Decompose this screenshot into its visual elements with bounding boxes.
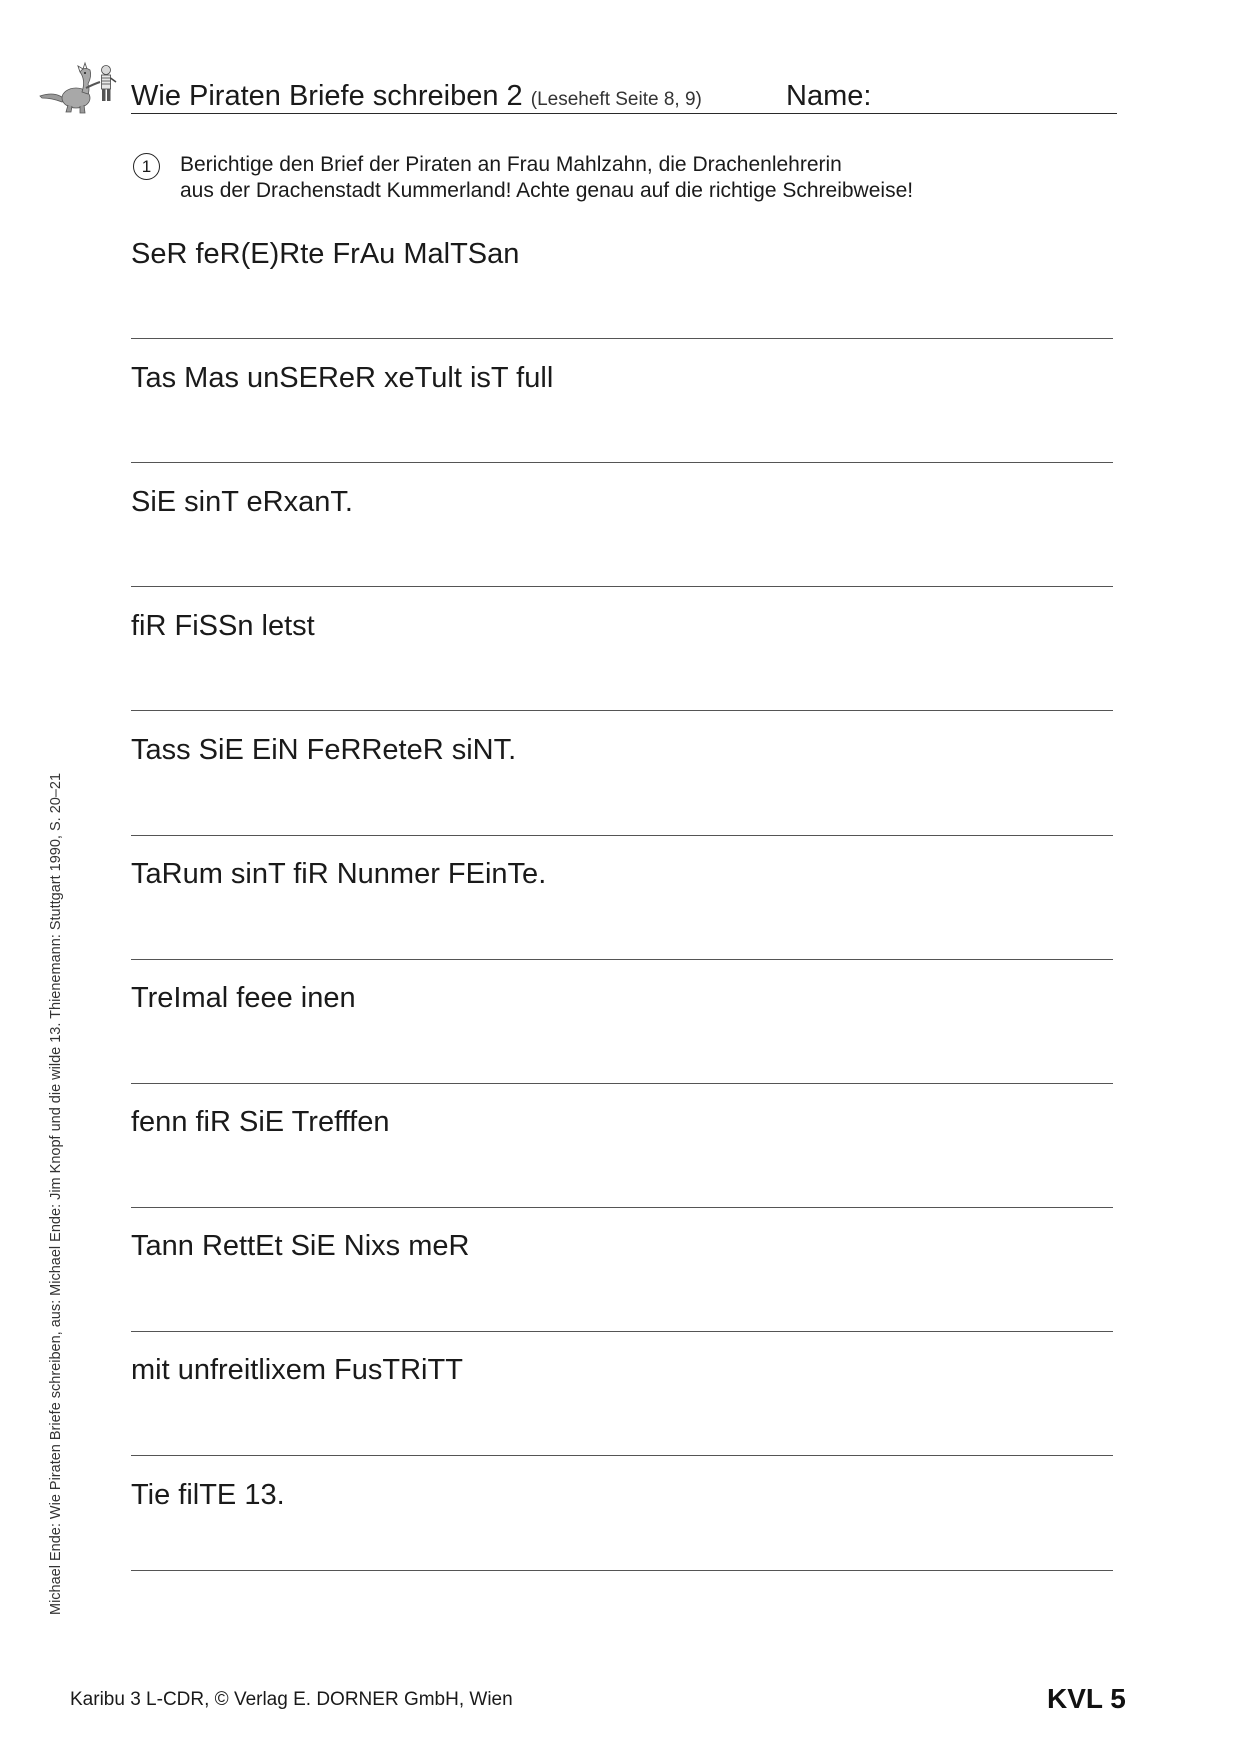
header-rule [131, 113, 1117, 114]
sentence-9: Tann RettEt SiE Nixs meR [131, 1230, 470, 1262]
answer-line-5 [131, 835, 1113, 836]
answer-line-9 [131, 1331, 1113, 1332]
answer-line-1 [131, 338, 1113, 339]
sentence-5: Tass SiE EiN FeRReteR siNT. [131, 734, 517, 766]
answer-line-10 [131, 1455, 1113, 1456]
footer-page-code: KVL 5 [1047, 1683, 1126, 1714]
task-number-badge: 1 [133, 153, 160, 180]
task-instruction-line-1: Berichtige den Brief der Piraten an Frau Mahlzahn, die Drachenlehrerin [180, 153, 842, 176]
answer-line-2 [131, 462, 1113, 463]
sentence-10: mit unfreitlixem FusTRiTT [131, 1354, 463, 1386]
answer-line-6 [131, 959, 1113, 960]
source-citation: Michael Ende: Wie Piraten Briefe schreiben, aus: Michael Ende: Jim Knopf und die wilde 13. Thienemann: Stuttgart 1990, S. 20–21 [48, 772, 64, 1615]
sentence-2: Tas Mas unSEReR xeTult isT full [131, 362, 554, 394]
answer-line-8 [131, 1207, 1113, 1208]
answer-line-4 [131, 710, 1113, 711]
sentence-11: Tie filTE 13. [131, 1479, 285, 1511]
page-title [131, 78, 702, 118]
answer-line-11 [131, 1570, 1113, 1571]
sentence-3: SiE sinT eRxanT. [131, 486, 353, 518]
sentence-8: fenn fiR SiE Trefffen [131, 1106, 390, 1138]
title-text: Wie Piraten Briefe schreiben 2 [131, 80, 523, 112]
sentence-7: TreImal feee inen [131, 982, 356, 1014]
sentence-4: fiR FiSSn letst [131, 610, 315, 642]
task-instruction-line-2: aus der Drachenstadt Kummerland! Achte genau auf die richtige Schreibweise! [180, 179, 914, 202]
answer-line-3 [131, 586, 1113, 587]
dragon-and-child-logo-icon [38, 60, 120, 118]
sentence-1: SeR feR(E)Rte FrAu MalTSan [131, 238, 520, 270]
sentence-6: TaRum sinT fiR Nunmer FEinTe. [131, 858, 547, 890]
answer-line-7 [131, 1083, 1113, 1084]
name-label: Name: [786, 80, 872, 112]
task-instructions [180, 152, 913, 204]
title-reference: (Leseheft Seite 8, 9) [530, 89, 702, 110]
footer-publisher: Karibu 3 L-CDR, © Verlag E. DORNER GmbH, Wien [70, 1689, 513, 1710]
